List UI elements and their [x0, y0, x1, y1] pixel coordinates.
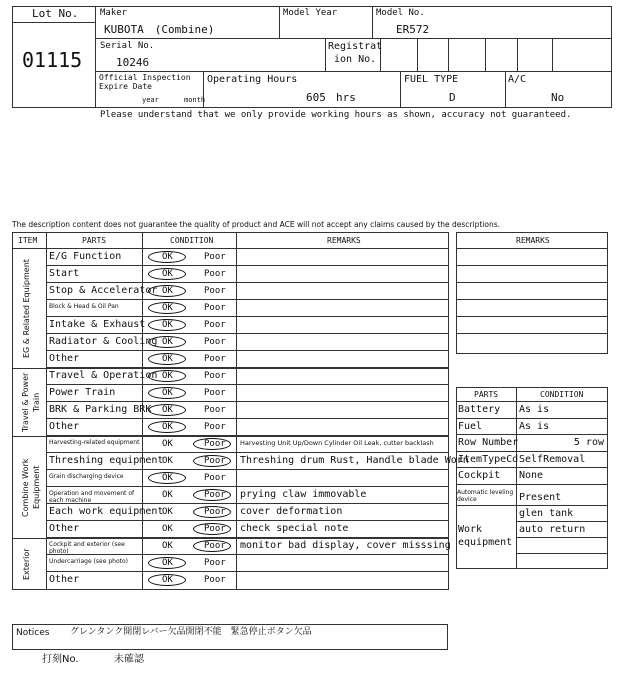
- poor-option[interactable]: Poor: [204, 473, 226, 483]
- part-label: Intake & Exhaust: [49, 319, 146, 330]
- part-label: Other: [49, 574, 80, 585]
- model-no-label: Model No.: [376, 8, 425, 18]
- ok-option[interactable]: OK: [162, 422, 173, 432]
- ok-option[interactable]: OK: [162, 473, 173, 483]
- hours-notice: Please understand that we only provide working hours as shown, accuracy not guaranteed.: [100, 110, 572, 120]
- part-label: Cockpit and exterior (see photo): [49, 541, 125, 555]
- part-label: Undercarriage (see photo): [49, 558, 128, 565]
- ok-option[interactable]: OK: [162, 490, 173, 500]
- notices-text: グレンタンク開閉レバー欠品開閉不能 緊急停止ボタン欠品: [70, 627, 312, 637]
- ok-circle-mark: [148, 404, 186, 416]
- remark-text: monitor bad display, cover misssing: [240, 540, 451, 551]
- poor-option[interactable]: Poor: [204, 541, 226, 551]
- hours-unit: hrs: [336, 91, 356, 104]
- right-remarks-header: REMARKS: [516, 236, 550, 245]
- poor-circle-mark: [193, 438, 231, 450]
- ok-option[interactable]: OK: [162, 371, 173, 381]
- poor-option[interactable]: Poor: [204, 524, 226, 534]
- poor-option[interactable]: Poor: [204, 558, 226, 568]
- lot-label: Lot No.: [32, 7, 79, 20]
- part-label: Other: [49, 523, 80, 534]
- right-part-label: Battery: [458, 404, 501, 415]
- model-no-value: ER572: [396, 23, 430, 36]
- part-label: Start: [49, 268, 80, 279]
- poor-option[interactable]: Poor: [204, 507, 226, 517]
- hours-label: Operating Hours: [207, 74, 298, 85]
- poor-circle-mark: [193, 523, 231, 535]
- poor-circle-mark: [193, 506, 231, 518]
- ok-option[interactable]: OK: [162, 456, 173, 466]
- registration-label: Registrat: [328, 41, 383, 52]
- auto-level-label: Automatic leveling device: [457, 489, 514, 503]
- model-year-label: Model Year: [283, 8, 338, 18]
- ok-option[interactable]: OK: [162, 388, 173, 398]
- poor-option[interactable]: Poor: [204, 405, 226, 415]
- inspection-label: Official Inspection: [99, 73, 191, 82]
- poor-option[interactable]: Poor: [204, 456, 226, 466]
- disclaimer: The description content does not guarantee the quality of product and ACE will not accept any claims caused by the descriptions.: [12, 220, 501, 229]
- ok-option[interactable]: OK: [162, 354, 173, 364]
- year-label: year: [142, 96, 159, 104]
- group-label: EG & Related Equipment: [22, 259, 31, 359]
- ok-option[interactable]: OK: [162, 269, 173, 279]
- ok-circle-mark: [148, 302, 186, 314]
- part-label: Grain discharging device: [49, 473, 124, 480]
- month-label: month: [184, 96, 206, 104]
- right-part-label: ItemTypeCd: [458, 453, 519, 465]
- poor-circle-mark: [193, 489, 231, 501]
- poor-option[interactable]: Poor: [204, 269, 226, 279]
- work-equipment-label: Work: [458, 524, 483, 535]
- notices-label: Notices: [16, 628, 50, 638]
- poor-option[interactable]: Poor: [204, 371, 226, 381]
- poor-option[interactable]: Poor: [204, 422, 226, 432]
- right-condition-value: None: [519, 470, 544, 481]
- part-label: Harvesting-related equipment: [49, 439, 140, 446]
- part-label: Other: [49, 353, 80, 364]
- right-condition-value: SelfRemoval: [519, 453, 586, 465]
- work-equipment-label-2: equipment: [458, 537, 513, 548]
- poor-option[interactable]: Poor: [204, 388, 226, 398]
- serial-value: 10246: [116, 56, 150, 69]
- serial-label: Serial No.: [100, 41, 155, 51]
- stamp-value: 未確認: [114, 654, 144, 665]
- ok-option[interactable]: OK: [162, 286, 173, 296]
- maker-label: Maker: [100, 8, 128, 18]
- fuel-type-value: D: [449, 91, 456, 104]
- remark-text: check special note: [240, 523, 349, 534]
- ok-option[interactable]: OK: [162, 320, 173, 330]
- poor-option[interactable]: Poor: [204, 354, 226, 364]
- part-label: Radiator & Cooling: [49, 336, 158, 347]
- ok-circle-mark: [148, 472, 186, 484]
- right-parts-header: PARTS: [474, 390, 499, 399]
- poor-option[interactable]: Poor: [204, 439, 226, 449]
- part-label: E/G Function: [49, 251, 122, 262]
- ok-option[interactable]: OK: [162, 524, 173, 534]
- part-label: Stop & Accelerator: [49, 285, 158, 296]
- ok-circle-mark: [148, 557, 186, 569]
- ok-circle-mark: [148, 353, 186, 365]
- ok-option[interactable]: OK: [162, 558, 173, 568]
- ok-option[interactable]: OK: [162, 541, 173, 551]
- ok-circle-mark: [148, 421, 186, 433]
- ok-option[interactable]: OK: [162, 575, 173, 585]
- right-condition-value: 5 row: [573, 437, 604, 448]
- ac-label: A/C: [508, 74, 527, 85]
- poor-option[interactable]: Poor: [204, 320, 226, 330]
- remark-text: Threshing drum Rust, Handle blade Worn: [240, 455, 469, 466]
- group-label: Exterior: [22, 548, 31, 580]
- stamp-label: 打刻No.: [42, 654, 79, 665]
- group-label: Travel & Power Train: [21, 372, 41, 432]
- ok-circle-mark: [148, 370, 186, 382]
- ok-option[interactable]: OK: [162, 337, 173, 347]
- ok-circle-mark: [148, 574, 186, 586]
- ok-option[interactable]: OK: [162, 507, 173, 517]
- remark-text: Harvesting Unit Up/Down Cylinder Oil Leak, cutter backlash: [240, 439, 434, 447]
- ok-option[interactable]: OK: [162, 439, 173, 449]
- work-equipment-value: glen tank: [519, 508, 574, 519]
- poor-option[interactable]: Poor: [204, 303, 226, 313]
- right-condition-value: As is: [519, 420, 550, 432]
- right-part-label: Cockpit: [458, 470, 501, 481]
- auto-level-value: Present: [519, 492, 562, 503]
- right-remarks-box: [456, 232, 608, 354]
- ok-circle-mark: [148, 285, 186, 297]
- part-label: Block & Head & Oil Pan: [49, 303, 119, 310]
- right-condition-header: CONDITION: [540, 390, 584, 399]
- item-header: ITEM: [18, 236, 38, 245]
- right-part-label: Row Number: [458, 437, 519, 448]
- poor-circle-mark: [193, 540, 231, 552]
- work-equipment-value: auto return: [519, 524, 586, 535]
- group-label: Combine Work Equipment: [21, 458, 41, 517]
- right-part-label: Fuel: [458, 420, 483, 432]
- parts-header: PARTS: [82, 236, 107, 245]
- ok-circle-mark: [148, 387, 186, 399]
- part-label: Each work equipment: [49, 506, 164, 517]
- poor-option[interactable]: Poor: [204, 490, 226, 500]
- ok-circle-mark: [148, 251, 186, 263]
- remarks-header: REMARKS: [327, 236, 361, 245]
- poor-option[interactable]: Poor: [204, 252, 226, 262]
- fuel-type-label: FUEL TYPE: [404, 74, 459, 85]
- part-label: Threshing equipment: [49, 455, 164, 466]
- maker-value: KUBOTA (Combine): [104, 23, 215, 36]
- poor-option[interactable]: Poor: [204, 337, 226, 347]
- ok-circle-mark: [148, 319, 186, 331]
- poor-option[interactable]: Poor: [204, 575, 226, 585]
- remark-text: prying claw immovable: [240, 489, 367, 500]
- ok-option[interactable]: OK: [162, 405, 173, 415]
- ac-value: No: [551, 91, 565, 104]
- lot-number: 01115: [22, 48, 83, 72]
- part-label: Power Train: [49, 387, 116, 398]
- hours-value: 605: [306, 91, 326, 104]
- part-label: Travel & Operation: [49, 370, 158, 381]
- part-label: Operation and movement of each machine: [49, 490, 135, 504]
- ok-circle-mark: [148, 268, 186, 280]
- condition-header: CONDITION: [170, 236, 214, 245]
- poor-circle-mark: [193, 455, 231, 467]
- inspection-label-2: Expire Date: [99, 82, 152, 91]
- part-label: BRK & Parking BRK: [49, 404, 152, 415]
- ok-option[interactable]: OK: [162, 252, 173, 262]
- registration-label-2: ion No.: [334, 54, 377, 65]
- right-condition-value: As is: [519, 404, 550, 415]
- poor-option[interactable]: Poor: [204, 286, 226, 296]
- ok-option[interactable]: OK: [162, 303, 173, 313]
- ok-circle-mark: [148, 336, 186, 348]
- remark-text: cover deformation: [240, 506, 343, 517]
- part-label: Other: [49, 421, 80, 432]
